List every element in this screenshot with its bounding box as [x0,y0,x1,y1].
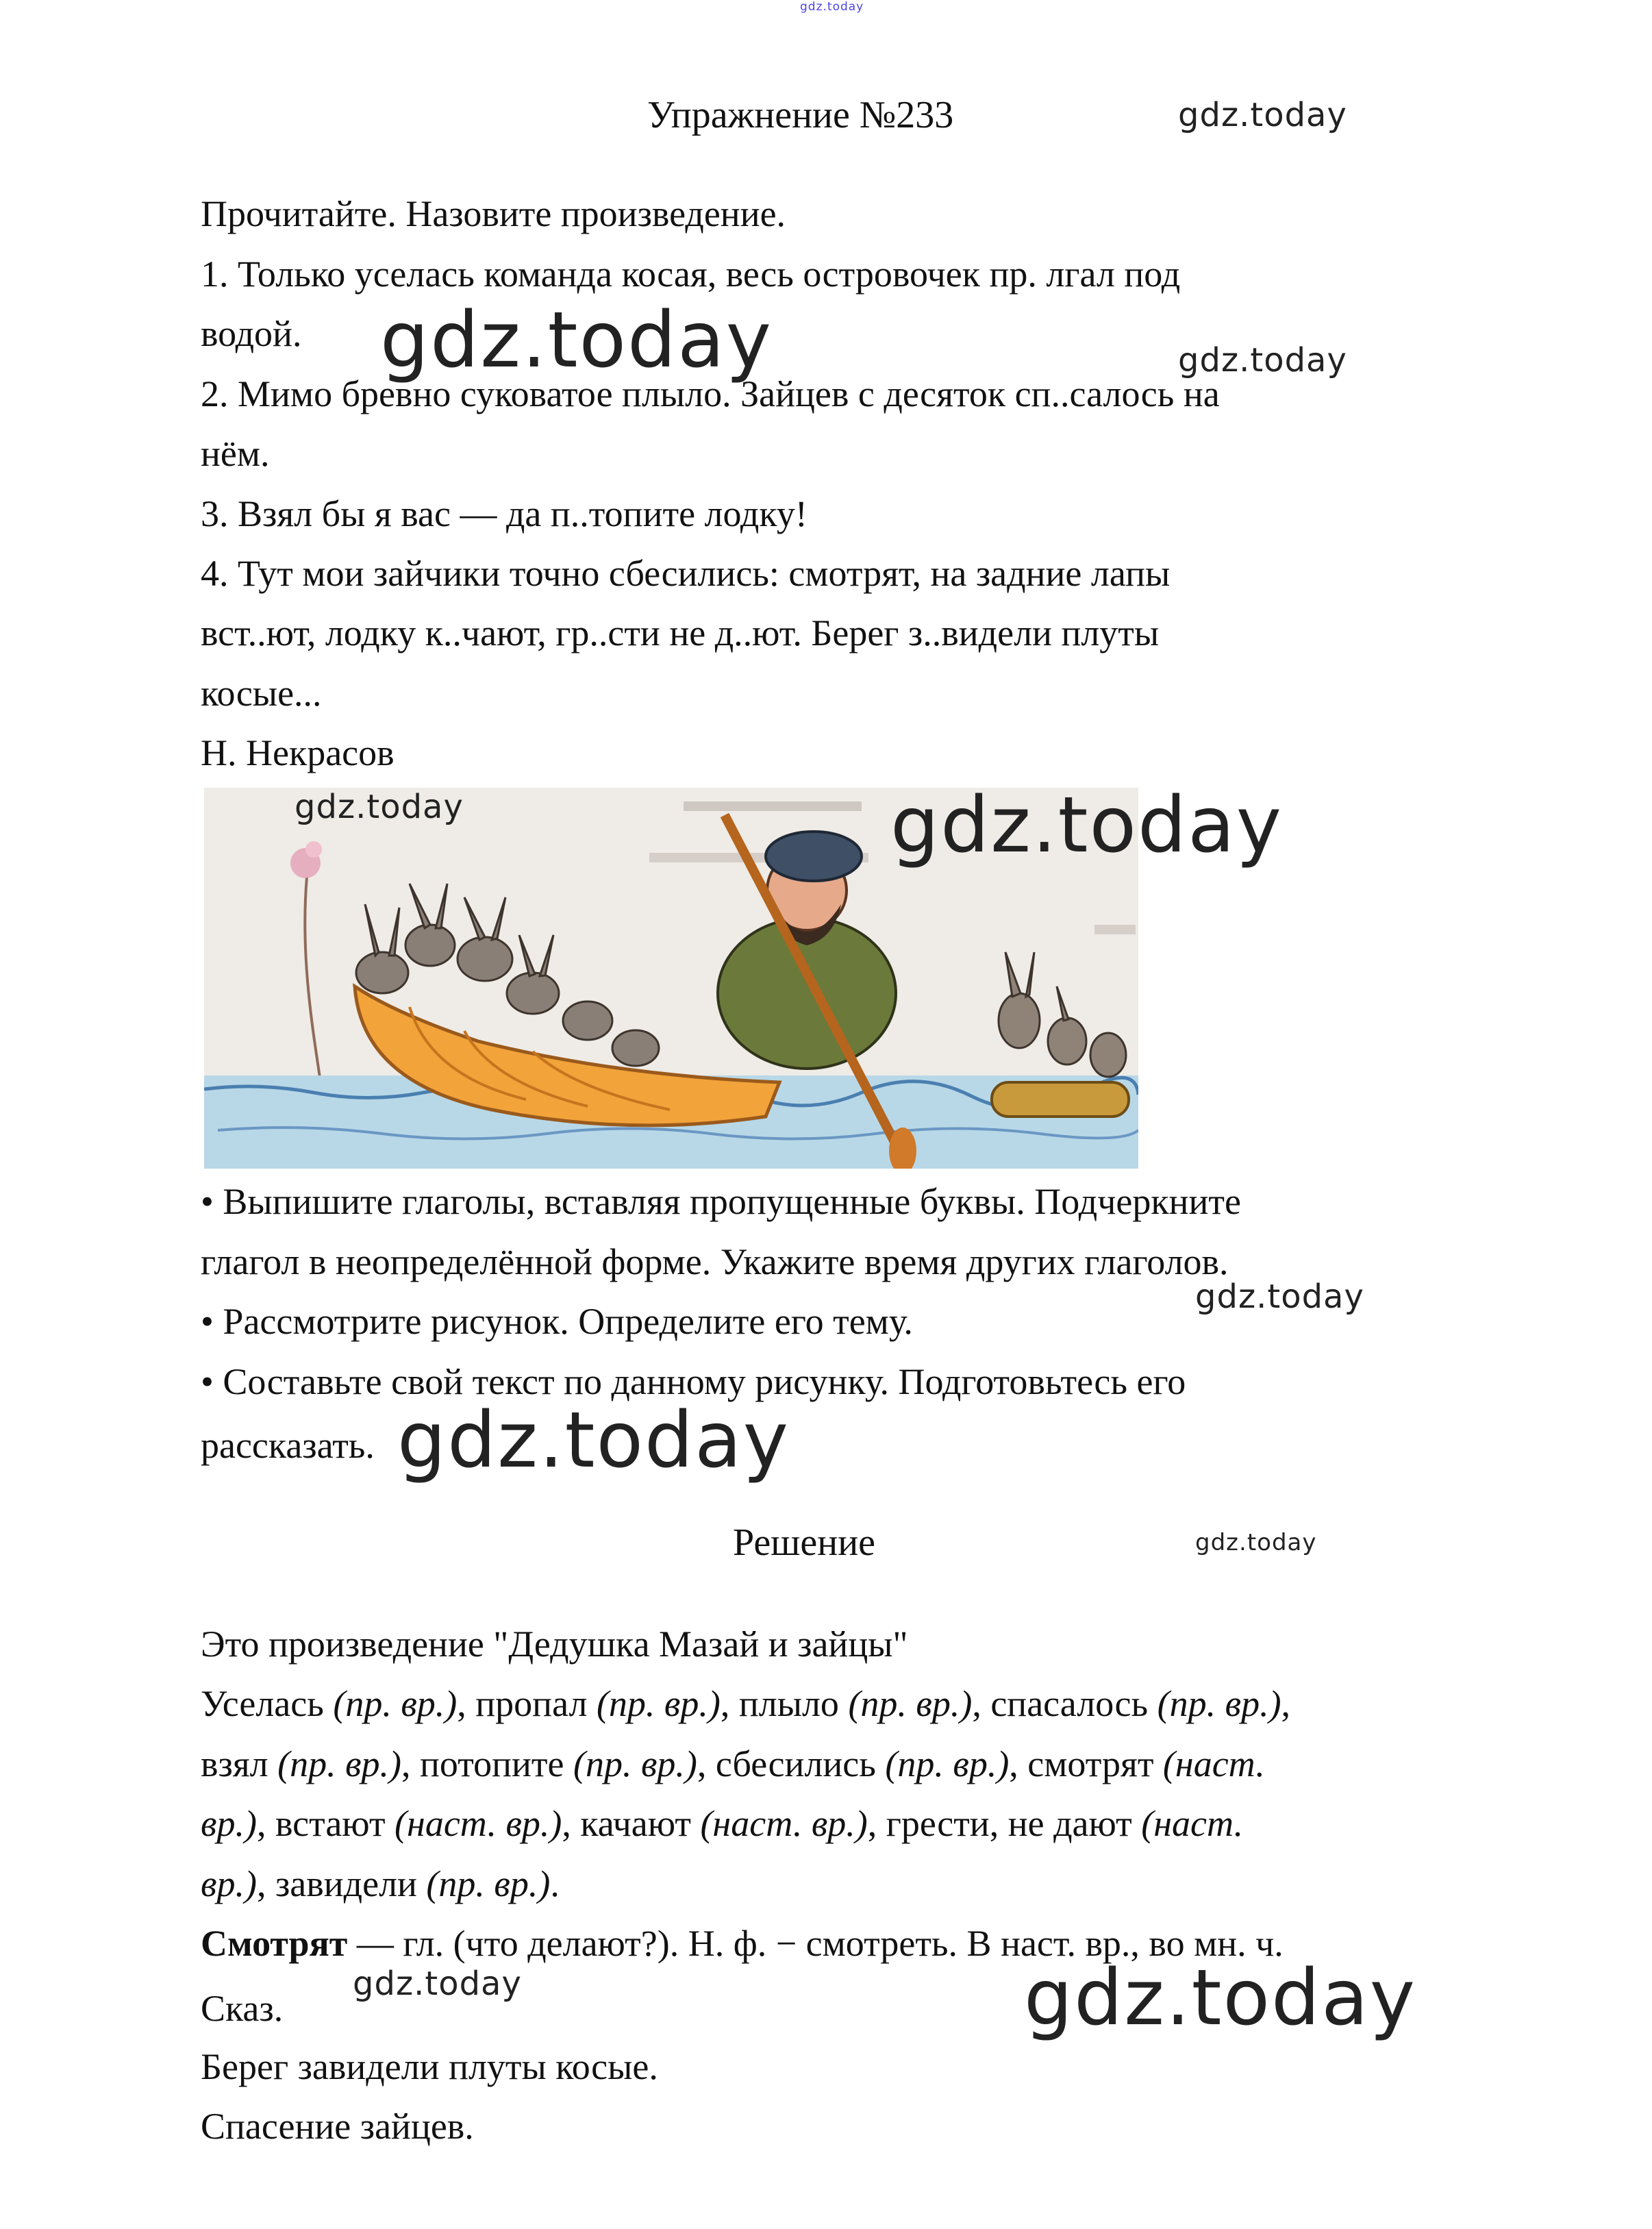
task-line-2b: нём. [201,433,270,474]
page-title: Упражнение №233 [647,94,954,136]
watermark-10: gdz.today [1024,1954,1417,2043]
solution-theme: Спасение зайцев. [201,2106,474,2147]
watermark-1: gdz.today [1178,96,1347,134]
solution-line-3: вр.), встают (наст. вр.), качают (наст. вр.), грести, не дают (наст. [201,1803,1244,1844]
task-author: Н. Некрасов [201,732,395,773]
watermark-3: gdz.today [1178,341,1347,379]
watermark-5: gdz.today [890,781,1284,870]
watermark-8: gdz.today [1195,1529,1317,1556]
watermark-9: gdz.today [353,1965,522,2003]
instruction-1b: глагол в неопределённой форме. Укажите время других глаголов. [201,1241,1229,1282]
parse-word: Смотрят [201,1923,348,1964]
parse-role: Сказ. [201,1988,284,2029]
task-intro: Прочитайте. Назовите произведение. [201,193,786,234]
task-line-4b: вст..ют, лодку к..чают, гр..сти не д..ют. Берег з..видели плуты [201,612,1160,653]
solution-sentence: Берег завидели плуты косые. [201,2046,658,2087]
solution-line-1: Уселась (пр. вр.), пропал (пр. вр.), плыло (пр. вр.), спасалось (пр. вр.), [201,1683,1291,1724]
instruction-2: • Рассмотрите рисунок. Определите его тему. [201,1301,913,1342]
parse-line: Смотрят — гл. (что делают?). Н. ф. − смотреть. В наст. вр., во мн. ч. [201,1923,1284,1964]
task-line-1a: 1. Только уселась команда косая, весь островочек пр. лгал под [201,253,1181,295]
instruction-3b: рассказать. [201,1425,375,1466]
top-watermark: gdz.today [800,0,864,14]
watermark-7: gdz.today [397,1396,790,1485]
solution-work: Это произведение "Дедушка Мазай и зайцы" [201,1623,908,1665]
task-line-2a: 2. Мимо бревно суковатое плыло. Зайцев с десяток сп..салось на [201,373,1220,414]
watermark-6: gdz.today [1195,1278,1364,1316]
solution-line-2: взял (пр. вр.), потопите (пр. вр.), сбесились (пр. вр.), смотрят (наст. [201,1743,1265,1784]
instruction-1a: • Выпишите глаголы, вставляя пропущенные буквы. Подчеркните [201,1181,1241,1222]
task-line-4a: 4. Тут мои зайчики точно сбесились: смотрят, на задние лапы [201,553,1171,594]
watermark-2: gdz.today [380,296,773,385]
instruction-3a: • Составьте свой текст по данному рисунку. Подготовьтесь его [201,1361,1186,1402]
task-line-3: 3. Взял бы я вас — да п..топите лодку! [201,493,808,534]
watermark-4: gdz.today [295,788,464,826]
solution-line-4: вр.), завидели (пр. вр.). [201,1863,560,1904]
task-line-1b: водой. [201,313,302,354]
task-line-4c: косые... [201,673,322,714]
solution-heading: Решение [733,1521,876,1564]
